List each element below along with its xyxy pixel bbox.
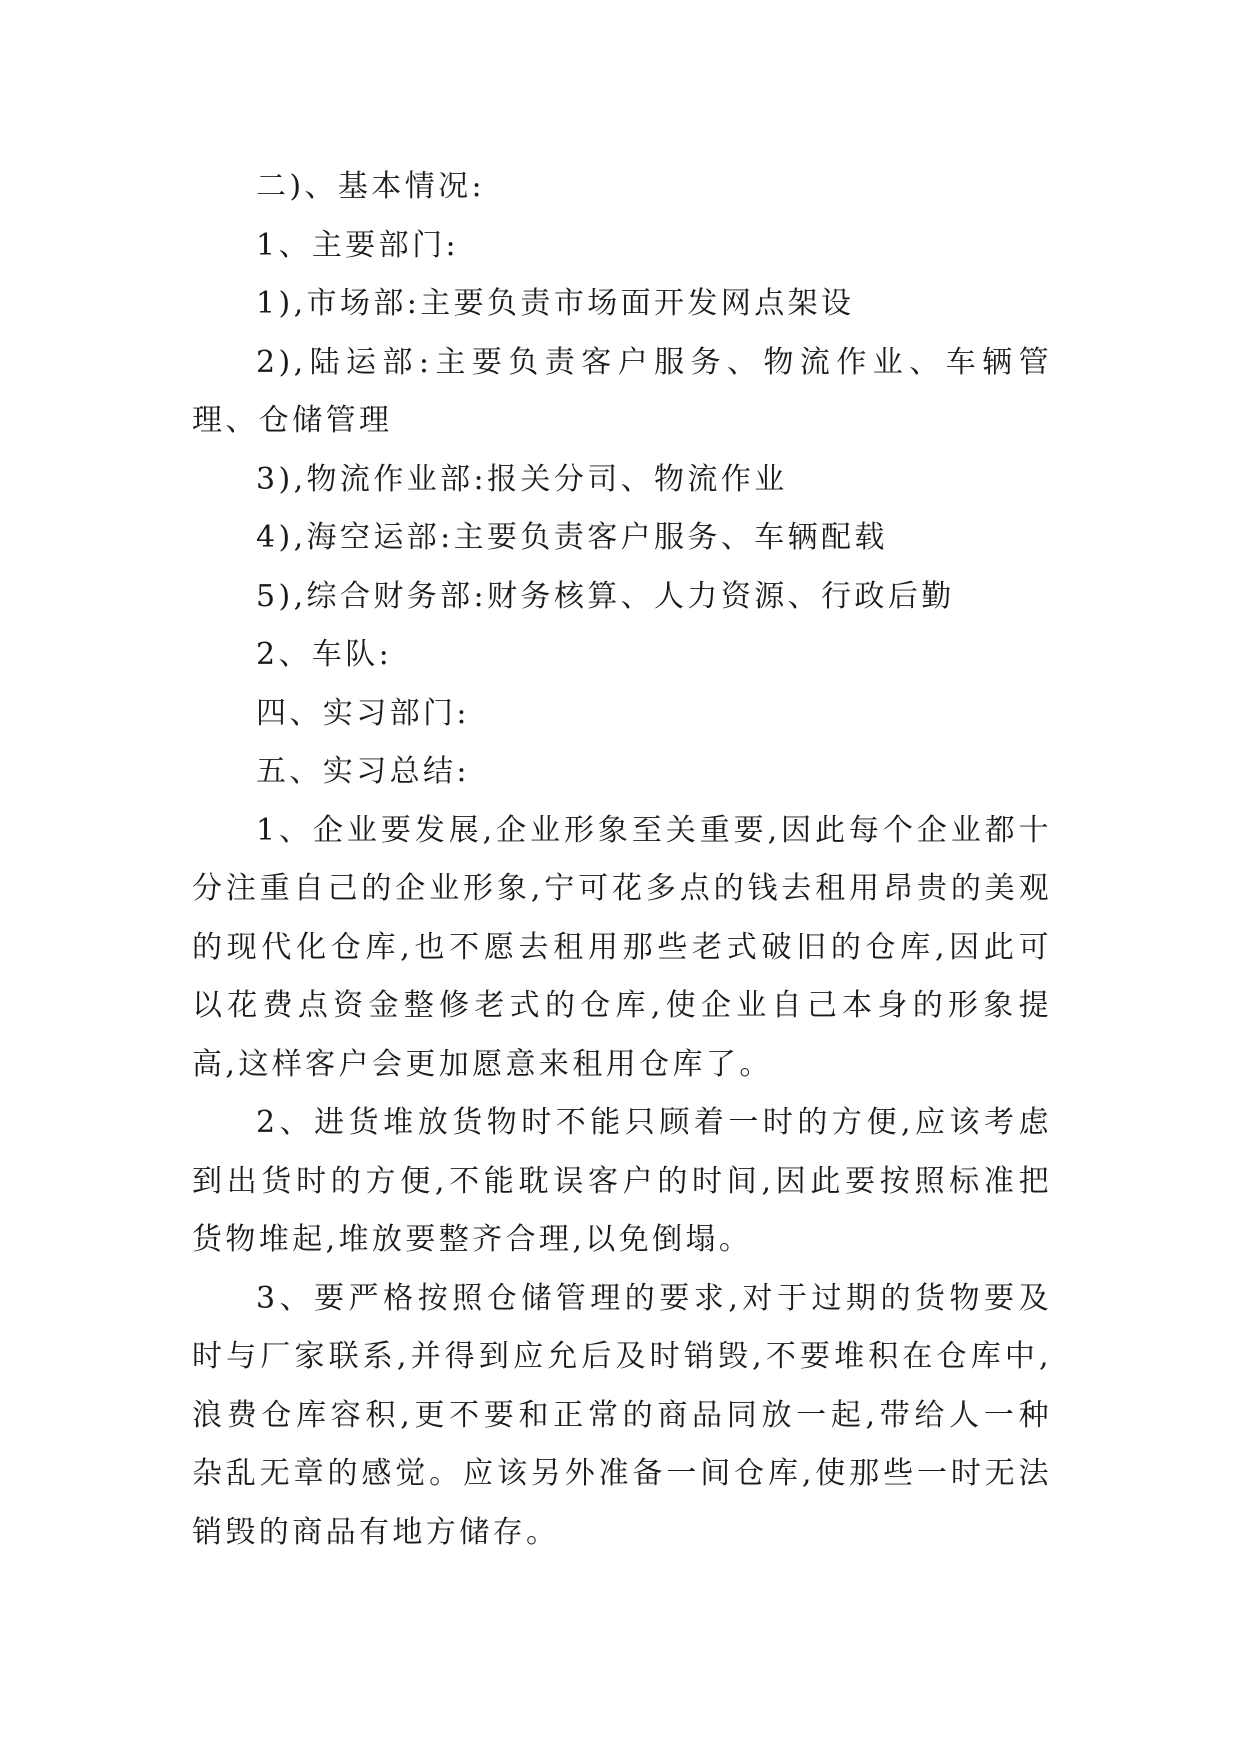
subheading-fleet: 2、车队: [256, 637, 393, 672]
department-item-finance: 5),综合财务部:财务核算、人力资源、行政后勤 [256, 578, 955, 614]
summary-paragraph-1: 1、企业要发展,企业形象至关重要,因此每个企业都十分注重自己的企业形象,宁可花多点的钱去租用昂贵的美观的现代化仓库,也不愿去租用那些老式破旧的仓库,因此可以花费点资金整修老式的仓库,使企业自己本身的形象提高,这样客户会更加愿意来租用仓库了。 [192, 812, 1052, 1082]
document-body [192, 158, 1052, 1562]
department-item-land-transport: 2),陆运部:主要负责客户服务、物流作业、车辆管理、仓储管理 [192, 344, 1052, 438]
subheading-main-departments: 1、主要部门: [256, 227, 459, 263]
department-item-logistics-ops: 3),物流作业部:报关分司、物流作业 [256, 461, 788, 497]
section-heading-summary: 五、实习总结: [256, 754, 470, 789]
section-heading-internship-dept: 四、实习部门: [256, 695, 470, 731]
summary-paragraph-2: 2、进货堆放货物时不能只顾着一时的方便,应该考虑到出货时的方便,不能耽误客户的时间,因此要按照标准把货物堆起,堆放要整齐合理,以免倒塌。 [192, 1105, 1052, 1257]
department-item-sea-air: 4),海空运部:主要负责客户服务、车辆配载 [256, 520, 888, 555]
summary-paragraph-3: 3、要严格按照仓储管理的要求,对于过期的货物要及时与厂家联系,并得到应允后及时销毁,不要堆积在仓库中,浪费仓库容积,更不要和正常的商品同放一起,带给人一种杂乱无章的感觉。应该另外准备一间仓库,使那些一时无法销毁的商品有地方储存。 [192, 1280, 1052, 1550]
department-item-market: 1),市场部:主要负责市场面开发网点架设 [256, 286, 855, 321]
section-heading-basic-info: 二)、基本情况: [256, 169, 486, 204]
